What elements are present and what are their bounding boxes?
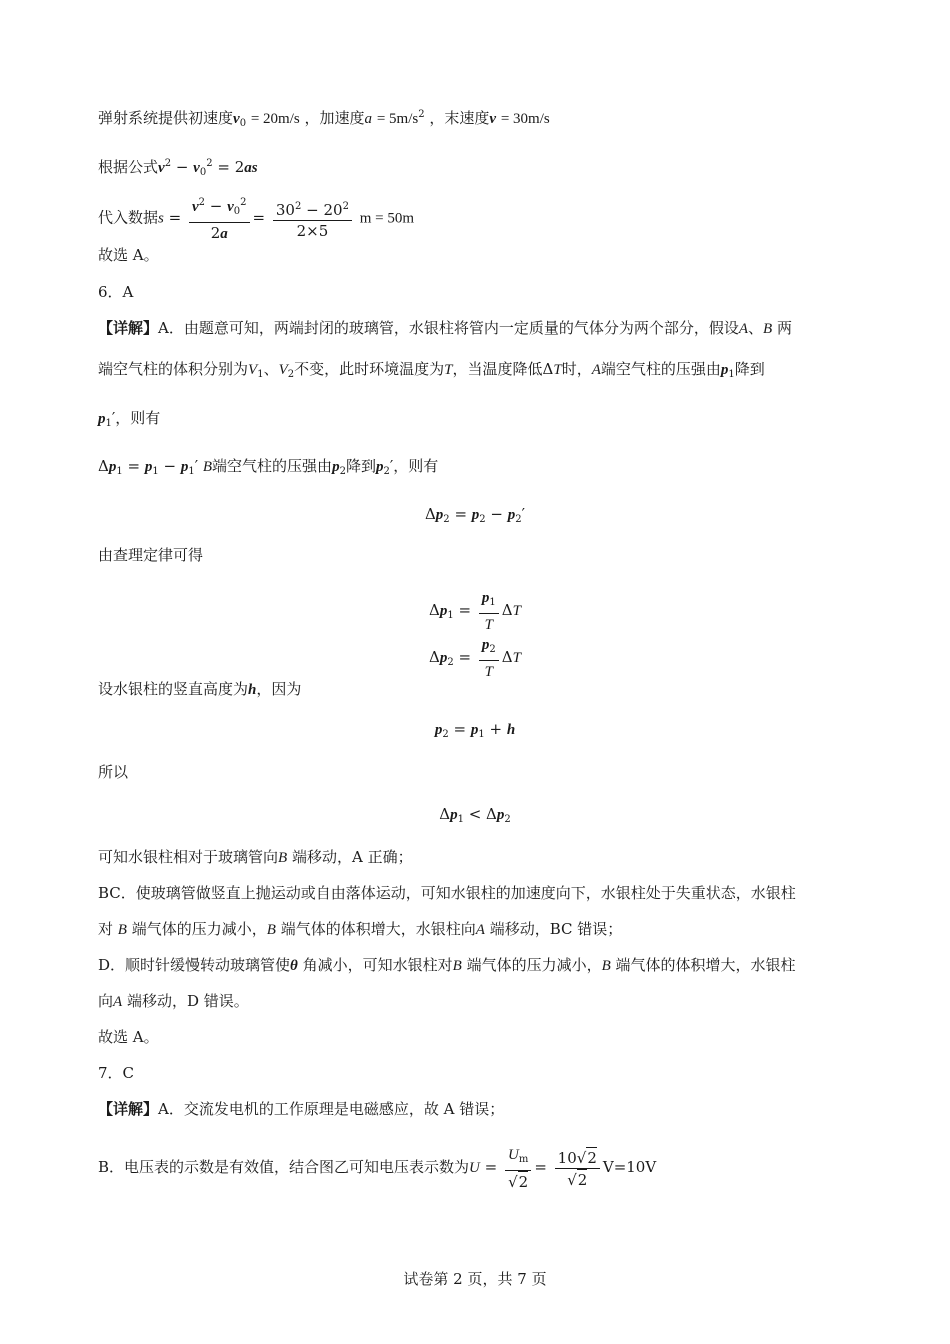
- text: ，加速度: [304, 109, 365, 127]
- text-line: BC．使玻璃管做竖直上抛运动或自由落体运动，可知水银柱的加速度向下，水银柱处于失重状态，水银柱: [98, 884, 796, 902]
- text-line: 由查理定律可得: [98, 546, 204, 564]
- text-line: 根据公式$v^2 - v_0^2 = 2as$: [98, 158, 258, 178]
- text-line: 故选 A。: [98, 1028, 159, 1046]
- formula-line: 代入数据s = $\frac{v^2 - v_0^2}{2a}$ = $\frac{30^2 - 20^2}{2\times 5}$ m = 50m: [98, 193, 414, 244]
- text-line: 故选 A。: [98, 246, 159, 264]
- text-line: 端空气柱的体积分别为$V_1$、$V_2$不变，此时环境温度为T，当温度降低ΔT时，A端空气柱的压强由$p_1$降到: [98, 360, 765, 380]
- text: 根据公式: [98, 158, 159, 176]
- text-line: 【详解】A．由题意可知，两端封闭的玻璃管，水银柱将管内一定质量的气体分为两个部分，假设A、B 两: [98, 319, 793, 337]
- text-line: D．顺时针缓慢转动玻璃管使θ 角减小，可知水银柱对B 端气体的压力减小，B 端气体的体积增大，水银柱: [98, 956, 796, 974]
- formula-line: $\Delta p_1 < \Delta p_2$: [439, 805, 511, 825]
- formula-line: B．电压表的示数是有效值，结合图乙可知电压表示数为U = $\frac{U_m}{√2}$ = $\frac{10√2}{√2}$ V=10V: [98, 1144, 656, 1192]
- text-line: 可知水银柱相对于玻璃管向B 端移动，A 正确；: [98, 848, 413, 866]
- text-line: 【详解】A．交流发电机的工作原理是电磁感应，故 A 错误；: [98, 1100, 505, 1118]
- fraction: $\frac{v^2 - v_0^2}{2a}$: [189, 193, 250, 244]
- formula-line: $p_2 = p_1 + h$: [434, 720, 516, 740]
- text-line: 设水银柱的竖直高度为h，因为: [98, 680, 302, 698]
- text: ，末速度: [429, 109, 490, 127]
- page-footer: 试卷第 2 页，共 7 页: [403, 1270, 547, 1288]
- text-line: 弹射系统提供初速度$v_0 = 20m/s$ ，加速度$a = 5m/s^2$ ，末速度v = 30m/s: [98, 109, 550, 129]
- text-line: 向A 端移动，D 错误。: [98, 992, 249, 1010]
- text-line: $p_1'$，则有: [98, 409, 161, 429]
- detail-tag: 【详解】: [98, 319, 159, 337]
- formula-line: $\Delta p_1$ = $\frac{p_1}{T}$ ΔT: [0, 587, 950, 635]
- formula-value: = 20m/s: [250, 111, 300, 127]
- detail-tag: 【详解】: [98, 1100, 159, 1118]
- text-line: 对 B 端气体的压力减小，B 端气体的体积增大，水银柱向A 端移动，BC 错误；: [98, 920, 623, 938]
- question-number: 6．A: [98, 283, 134, 301]
- question-number: 7．C: [98, 1064, 135, 1082]
- formula-value: = 5m/s: [376, 111, 419, 127]
- text: 弹射系统提供初速度: [98, 109, 234, 127]
- formula-line: $\Delta p_2 = p_2 - p_2'$: [424, 505, 526, 525]
- formula-value: m = 50m: [359, 210, 415, 227]
- text-line: $\Delta p_1 = p_1 - p_1'$ B端空气柱的压强由$p_2$降到$p_2'$，则有: [98, 457, 439, 477]
- text: A．由题意可知，两端封闭的玻璃管，水银柱将管内一定质量的气体分为两个部分，假设: [158, 319, 739, 337]
- formula-line: $\Delta p_2$ = $\frac{p_2}{T}$ ΔT: [0, 634, 950, 682]
- text-line: 所以: [98, 763, 129, 781]
- fraction: $\frac{30^2 - 20^2}{2\times 5}$: [273, 197, 352, 241]
- formula-value: = 30m/s: [500, 111, 550, 127]
- text: 代入数据: [98, 208, 159, 227]
